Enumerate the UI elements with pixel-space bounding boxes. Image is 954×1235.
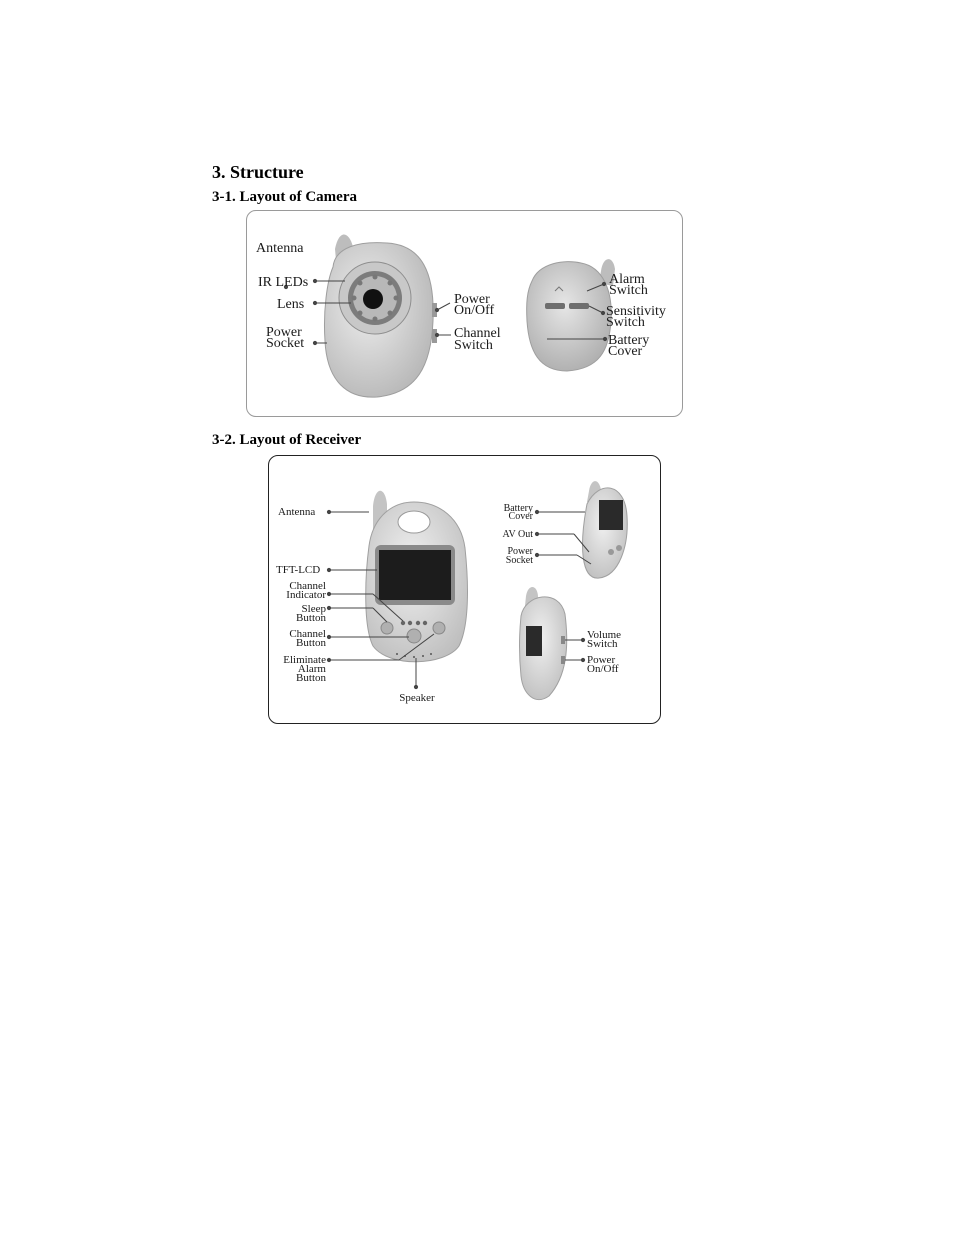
- camera-label-channel-switch-1: Channel: [454, 326, 501, 341]
- camera-label-antenna: Antenna: [256, 241, 304, 256]
- receiver-figure-panel: [268, 455, 661, 724]
- camera-label-battery-cover-2: Cover: [608, 344, 643, 359]
- camera-label-lens: Lens: [277, 297, 305, 312]
- receiver-label-sleep-button-1: Sleep: [301, 603, 326, 615]
- receiver-label-battery-cover-2: Cover: [508, 511, 533, 522]
- receiver-label-channel-button-2: Button: [296, 637, 326, 649]
- camera-label-power-socket-1: Power: [266, 325, 302, 340]
- receiver-label-eliminate-1: Eliminate: [283, 654, 326, 666]
- receiver-label-volume-switch-2: Switch: [587, 638, 618, 650]
- camera-heading: 3-1. Layout of Camera: [212, 189, 357, 205]
- camera-label-power-socket-2: Socket: [266, 336, 305, 351]
- receiver-label-power-socket-1: Power: [507, 546, 533, 557]
- camera-back-device: [527, 259, 615, 371]
- camera-label-power-onoff-1: Power: [454, 292, 490, 307]
- camera-figure: [247, 211, 682, 416]
- receiver-side-device-top: [583, 481, 628, 578]
- camera-front-device: [324, 235, 437, 398]
- camera-label-channel-switch-2: Switch: [454, 338, 493, 353]
- receiver-label-antenna: Antenna: [278, 506, 316, 518]
- receiver-label-eliminate-3: Button: [296, 672, 326, 684]
- receiver-label-sleep-button-2: Button: [296, 612, 326, 624]
- receiver-label-channel-button-1: Channel: [289, 628, 326, 640]
- receiver-label-speaker: Speaker: [399, 692, 435, 704]
- camera-label-alarm-switch-2: Switch: [609, 283, 648, 298]
- receiver-figure: [269, 456, 660, 723]
- receiver-label-av-out: AV Out: [502, 529, 533, 540]
- receiver-label-volume-switch-1: Volume: [587, 629, 622, 641]
- receiver-label-tft-lcd: TFT-LCD: [276, 564, 321, 576]
- camera-figure-panel: [246, 210, 683, 417]
- camera-label-power-onoff-2: On/Off: [454, 303, 495, 318]
- section-title: 3. Structure: [212, 162, 304, 182]
- camera-label-sensitivity-1: Sensitivity: [606, 304, 666, 319]
- receiver-label-power-socket-2: Socket: [505, 555, 533, 566]
- camera-label-ir-leds: IR LEDs: [258, 275, 309, 290]
- receiver-label-channel-indicator-1: Channel: [289, 580, 326, 592]
- receiver-front-device: [366, 491, 468, 662]
- receiver-label-eliminate-2: Alarm: [297, 663, 326, 675]
- receiver-side-device-bottom: [520, 587, 567, 700]
- camera-label-battery-cover-1: Battery: [608, 333, 650, 348]
- receiver-label-channel-indicator-2: Indicator: [286, 589, 326, 601]
- receiver-label-power-onoff-1: Power: [587, 654, 616, 666]
- receiver-label-battery-cover-1: Battery: [503, 503, 533, 514]
- camera-label-sensitivity-2: Switch: [606, 315, 645, 330]
- receiver-heading: 3-2. Layout of Receiver: [212, 432, 362, 448]
- camera-label-alarm-switch-1: Alarm: [609, 272, 645, 287]
- receiver-label-power-onoff-2: On/Off: [587, 663, 619, 675]
